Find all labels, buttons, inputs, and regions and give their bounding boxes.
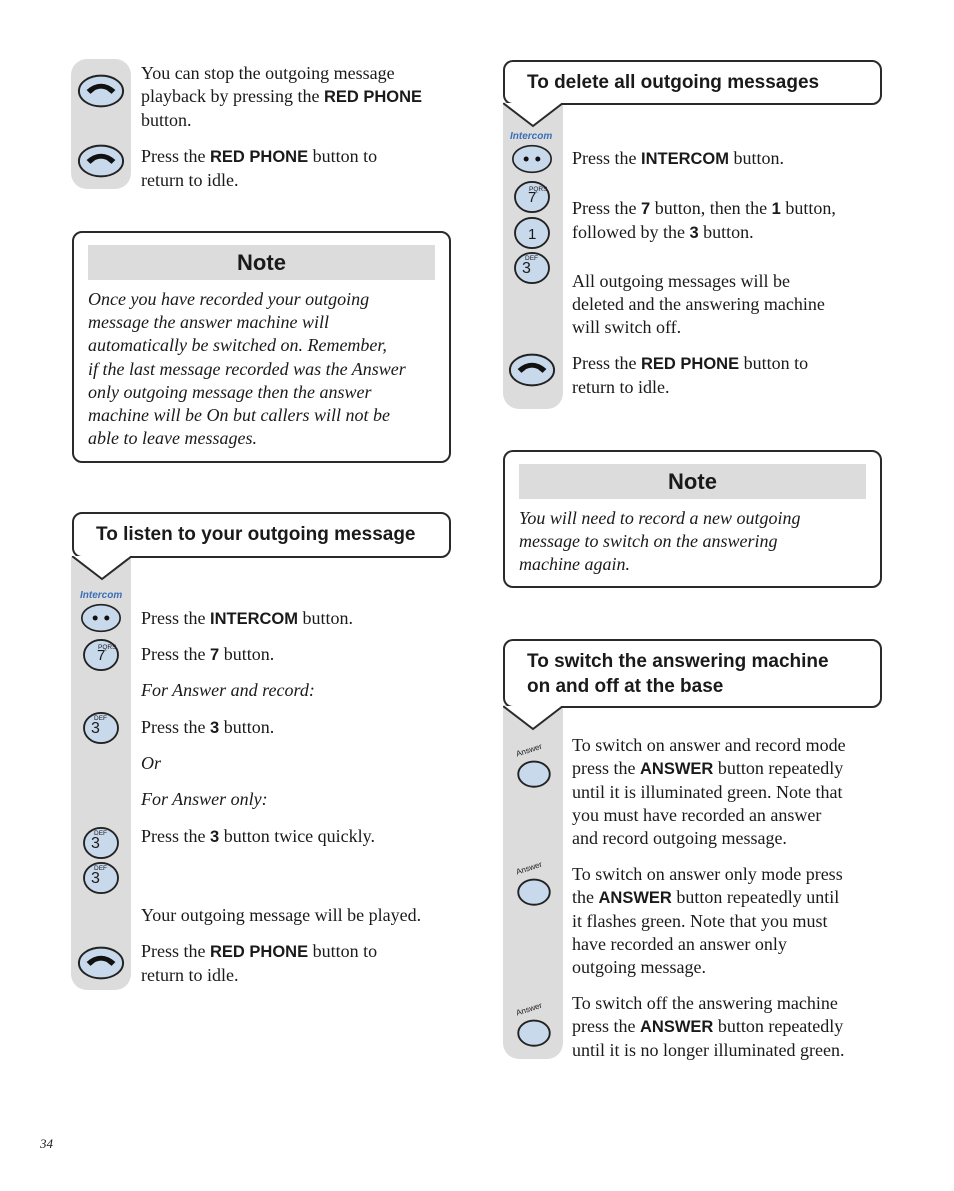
answer-button-icon: Answer [513,1007,555,1045]
return-idle-text: Press the RED PHONE button to return to idle. [572,353,809,397]
intercom-icon [508,144,556,174]
red-phone-icon [77,944,125,982]
step-intercom: Press the INTERCOM button. [572,148,785,168]
red-phone-icon [508,351,556,389]
stop-playback-text: You can stop the outgoing message playback by pressing the RED PHONE button. [141,63,423,130]
key-1-icon: 1 [512,216,552,250]
section-heading-delete: To delete all outgoing messages [503,60,882,105]
red-phone-icon [77,72,125,110]
page-number: 34 [40,1136,53,1151]
answer-record-mode-text: To switch on answer and record mode press the ANSWER button repeatedly until it is illuminated green. Note that you must have recorded an answer and record outgoing message. [572,735,846,848]
note-text: You will need to record a new outgoing message to switch on the answering machine again. [519,508,801,575]
red-phone-icon [77,142,125,180]
heading-pointer [503,103,567,129]
key-3-icon: DEF 3 [81,861,121,895]
key-3-icon: DEF 3 [81,826,121,860]
step-intercom: Press the INTERCOM button. [141,608,354,628]
step-7-1-3: Press the 7 button, then the 1 button, followed by the 3 button. [572,198,836,242]
step-7: Press the 7 button. [141,644,275,664]
return-idle-text: Press the RED PHONE button to return to idle. [141,146,378,190]
section-heading-listen: To listen to your outgoing message [72,512,451,558]
answer-button-icon: Answer [513,866,555,904]
switch-off-text: To switch off the answering machine press the ANSWER button repeatedly until it is no longer illuminated green. [572,993,845,1060]
intercom-label: Intercom [80,590,123,601]
key-7-icon: PQRS 7 [81,638,121,672]
step-3: Press the 3 button. [141,717,275,737]
return-idle-text: Press the RED PHONE button to return to idle. [141,941,378,985]
deleted-info: All outgoing messages will be deleted and the answering machine will switch off. [572,271,825,337]
for-answer-record: For Answer and record: [141,680,315,700]
key-3-icon: DEF 3 [81,711,121,745]
heading-pointer [503,706,567,732]
note-title: Note [88,245,435,280]
section-heading-switch: To switch the answering machine on and off at the base [503,639,882,708]
key-3-icon: DEF 3 [512,251,552,285]
note-title: Note [519,464,866,499]
answer-only-mode-text: To switch on answer only mode press the ANSWER button repeatedly until it flashes green. Note that you must have recorded an answer only outgoing message. [572,864,843,977]
key-7-icon: PQRS 7 [512,180,552,214]
intercom-label: Intercom [510,131,553,142]
answer-button-icon: Answer [513,748,555,786]
for-answer-only: For Answer only: [141,789,268,809]
heading-pointer [72,556,136,582]
note-text: Once you have recorded your outgoing message the answer machine will automatically be switched on. Remember, if the last message recorded was the Answer only outgoing message then the answer machine will be On but callers will not be able to leave messages. [88,289,406,449]
step-3-twice: Press the 3 button twice quickly. [141,826,375,846]
message-played: Your outgoing message will be played. [141,905,422,925]
intercom-icon [77,603,125,633]
or-text: Or [141,753,162,773]
